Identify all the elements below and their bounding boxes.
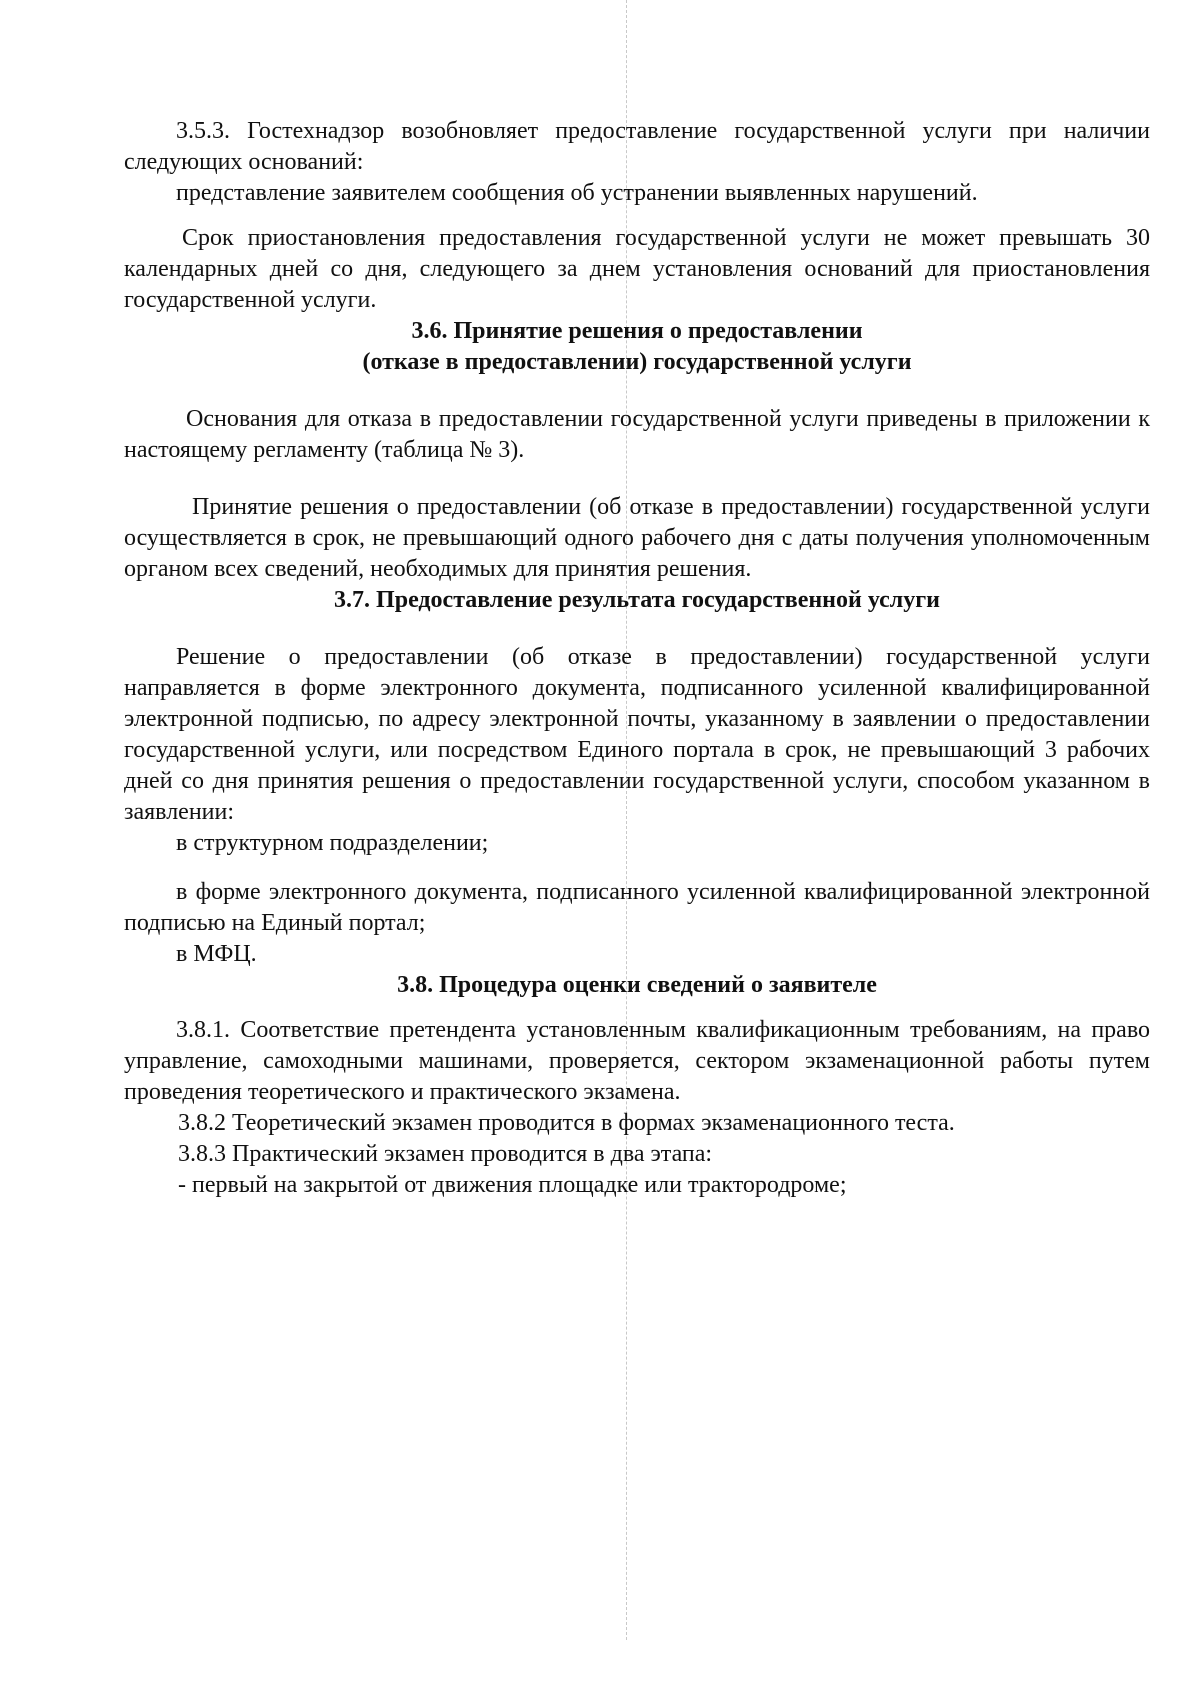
paragraph-3-8-3: 3.8.3 Практический экзамен проводится в два этапа: — [178, 1141, 713, 1167]
list-item-portal: в форме электронного документа, подписанного усиленной квалифицированной электронной подписью на Единый портал; — [124, 879, 1150, 936]
list-item-department: в структурном подразделении; — [176, 830, 489, 856]
paragraph-3-8-2: 3.8.2 Теоретический экзамен проводится в формах экзаменационного теста. — [178, 1110, 955, 1136]
section-heading-3-6-line2: (отказе в предоставлении) государственной услуги — [362, 349, 912, 375]
paragraph-result-delivery: Решение о предоставлении (об отказе в предоставлении) государственной услуги направляется в форме электронного документа, подписанного усиленной квалифицированной электронной подписью, по адресу электронной почты, указанному в заявлении о предоставлении государственной услуги, или посредством Единого портала в срок, не превышающий 3 рабочих дней со дня принятия решения о предоставлении государственной услуги, способом указанном в заявлении: — [124, 644, 1150, 825]
paragraph-suspension-term: Срок приостановления предоставления государственной услуги не может превышать 30 календарных дней со дня, следующего за днем установления оснований для приостановления государственной услуги. — [124, 225, 1150, 313]
paragraph-decision-term: Принятие решения о предоставлении (об отказе в предоставлении) государственной услуги осуществляется в срок, не превышающий одного рабочего дня с даты получения уполномоченным органом всех сведений, необходимых для принятия решения. — [124, 494, 1150, 582]
list-item-mfc: в МФЦ. — [176, 941, 257, 967]
section-heading-3-8: 3.8. Процедура оценки сведений о заявителе — [397, 972, 877, 998]
list-item-stage-1: - первый на закрытой от движения площадке или трактородроме; — [178, 1172, 847, 1198]
document-body — [124, 116, 1150, 1201]
paragraph-refusal-grounds: Основания для отказа в предоставлении государственной услуги приведены в приложении к настоящему регламенту (таблица № 3). — [124, 406, 1150, 463]
section-heading-3-7: 3.7. Предоставление результата государственной услуги — [334, 587, 940, 613]
paragraph-3-5-3: 3.5.3. Гостехнадзор возобновляет предоставление государственной услуги при наличии следующих оснований: — [124, 118, 1150, 175]
paragraph-3-8-1: 3.8.1. Соответствие претендента установленным квалификационным требованиям, на право управление, самоходными машинами, проверяется, сектором экзаменационной работы путем проведения теоретического и практического экзамена. — [124, 1017, 1150, 1105]
section-heading-3-6-line1: 3.6. Принятие решения о предоставлении — [411, 318, 863, 344]
paragraph-resumption-basis: представление заявителем сообщения об устранении выявленных нарушений. — [176, 180, 978, 206]
